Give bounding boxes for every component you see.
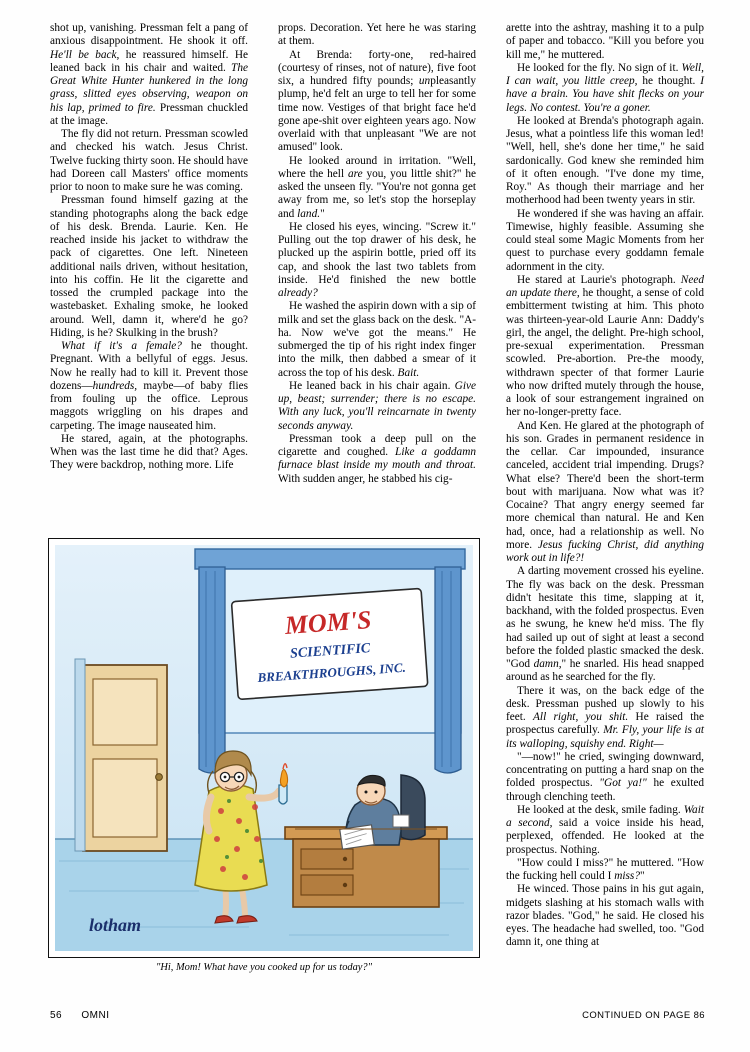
page-footer-left — [50, 1010, 110, 1021]
text-column-2 — [278, 22, 476, 486]
paragraph: "How could I miss?" he muttered. "How the fucking hell could I miss?" — [506, 856, 704, 882]
page-number: 56 — [50, 1010, 63, 1021]
paragraph: He looked around in irritation. "Well, where the hell are you, you little shit?" he asked the unseen fly. "You're not gonna get away from me, so let's stop the horseplay and land." — [278, 154, 477, 220]
paragraph: There it was, on the back edge of the desk. Pressman pushed up slowly to his feet. All right, you shit. He raised the prospectus carefully. Mr. Fly, your life is at its walloping, squishy end. Right— — [506, 684, 705, 750]
artist-signature: lotham — [89, 915, 142, 935]
paragraph: shot up, vanishing. Pressman felt a pang of anxious disappointment. He shook it off. He'll be back, he reassured himself. He leaned back in his chair and waited. The Great White Hunter hunkered in the long grass, slitted eyes observing, weapon on his lap, primed to fire. Pressman chuckled at the image. — [50, 22, 249, 127]
sign-line-1: MOM'S — [283, 605, 373, 640]
curtain-right — [435, 567, 461, 773]
paragraph: At Brenda: forty-one, red-haired (courtesy of rinses, not of nature), five foot six, a hundred fifty pounds; unpleasantly plump, he'd felt an urge to tell her for some time now. Vestiges of that bright face he'd gone ape-shit over eighteen years ago. Now overlaid with that unpleasant "We are not amused" look. — [278, 48, 476, 154]
paragraph: The fly did not return. Pressman scowled and checked his watch. Jesus Christ. Twelve fucking thirty soon. He should have had Doreen call Masters' office moments prior to noon to make sure he was coming. — [50, 128, 248, 193]
paragraph: He leaned back in his chair again. Give up, beast; surrender; there is no escape. With any luck, you'll reincarnate in twenty seconds anyway. — [278, 379, 476, 432]
text-column-3 — [506, 22, 704, 950]
sign-line-2: SCIENTIFIC — [289, 641, 371, 662]
cartoon-caption: "Hi, Mom! What have you cooked up for us today?" — [156, 962, 372, 973]
text-column-1 — [50, 22, 248, 473]
cartoon-svg — [49, 539, 479, 957]
paragraph: props. Decoration. Yet here he was staring at them. — [278, 22, 476, 48]
paragraph: He looked at the desk, smile fading. Wait a second, said a voice inside his head, perplexed, offended. He looked at the prospectus. Nothing. — [506, 803, 704, 856]
curtain-left — [199, 567, 225, 773]
paragraph: He winced. Those pains in his gut again, midgets slashing at his stomach walls with razor blades. "God," he said. He closed his eyes. The headache had swelled, too. "God damn it, one thing at — [506, 883, 704, 949]
paragraph: Pressman took a deep pull on the cigarette and coughed. Like a goddamn furnace blast inside my mouth and throat. With sudden anger, he stabbed his cig- — [278, 432, 477, 485]
paragraph: And Ken. He glared at the photograph of his son. Grades in permanent residence in the cellar. Car impounded, insurance canceled, accident trial impending. Drugs? What else? There'd been the short-term bout with marijuana. Now what was it? Cocaine? That angry energy seemed far more chemical than natural. He and Ken had, once, had a relationship as well. No more. Jesus fucking Christ, did anything work out in life?! — [506, 419, 704, 564]
paragraph: He closed his eyes, wincing. "Screw it." Pulling out the top drawer of his desk, he plucked up the aspirin bottle, pried off its cap, and shook the last two tablets from inside. He'd finished the new bottle already? — [278, 220, 476, 299]
paragraph: He looked for the fly. No sign of it. Well, I can wait, you little creep, he thought. I have a brain. You have shit flecks on your legs. No contest. You're a goner. — [506, 61, 704, 114]
paragraph: He washed the aspirin down with a sip of milk and set the glass back on the desk. "A-ha. Now we've got the means." He submerged the tip of his right index finger into the milk, then dabbed a smear of it across the top of his desk. Bait. — [278, 300, 476, 379]
magazine-name: OMNI — [81, 1010, 110, 1021]
company-sign — [231, 588, 427, 699]
paragraph: What if it's a female? he thought. Pregnant. With a bellyful of eggs. Jesus. Now he really had to kill it. Prevent those dozens—hundreds, maybe—of baby flies from fouling up the office. Leprous maggots wriggling on his drapes and carpeting. The image nauseated him. — [50, 340, 249, 432]
paragraph: He looked at Brenda's photograph again. Jesus, what a pointless life this woman led! "Well, hell, she's done her time," he said sardonically. God knew she reminded him of it often enough. "I've done my time, Roy." As though their marriage and her motherhood had been twenty years in stir. — [506, 114, 704, 207]
paragraph: He stared, again, at the photographs. When was the last time he did that? Ages. They were backdrop, nothing more. Life — [50, 432, 248, 472]
sign-line-3: BREAKTHROUGHS, INC. — [257, 659, 407, 686]
office-door — [83, 665, 167, 851]
cartoon-canvas — [49, 539, 479, 957]
paragraph: A darting movement crossed his eyeline. The fly was back on the desk. Pressman didn't hesitate this time, slapping at it, backhand, with the folded prospectus. Even as he swung, he knew he'd miss. The fly had sailed up out of sight at least a second before the folded plastic smacked the desk. "God damn," he snarled. His head snapped around as he searched for the fly. — [506, 565, 704, 684]
paragraph: "—now!" he cried, swinging downward, concentrating on putting a hard snap on the folded prospectus. "Got ya!" he exulted through clenching teeth. — [506, 750, 705, 803]
cartoon-illustration — [48, 538, 480, 958]
paragraph: He stared at Laurie's photograph. Need an update there, he thought, a sense of cold embitterment twisting at him. This photo was thirteen-year-old Laurie Ann: Daddy's girl, the angel, the delight. Pre-high school, pre-sexual experimentation. Pressman scowled. Pre-abortion. Pre-the moody, withdrawn specter of that former Laurie who now drifted mutely through the house, a look of sour estrangement ingrained on her no-longer-pretty face. — [506, 273, 704, 419]
paragraph: arette into the ashtray, mashing it to a pulp of paper and tobacco. "Kill you before you kill me," he muttered. — [506, 22, 704, 61]
paragraph: He wondered if she was having an affair. Timewise, highly feasible. Assuming she could steal some Magic Moments from her quest to purchase every goddamn female adornment in the city. — [506, 207, 704, 273]
paragraph: Pressman found himself gazing at the standing photographs along the back edge of his desk. Brenda. Laurie. Ken. He reached inside his jacket to withdraw the pack of cigarettes. One left. Nineteen additional nails driven, without hesitation, into his coffin. He lit the cigarette and tossed the crumpled package into the wastebasket. Exhaling smoke, he looked around. Well, damn it, where'd he go? Hiding, is he? Skulking in the brush? — [50, 194, 248, 339]
continued-note: CONTINUED ON PAGE 86 — [582, 1010, 705, 1021]
